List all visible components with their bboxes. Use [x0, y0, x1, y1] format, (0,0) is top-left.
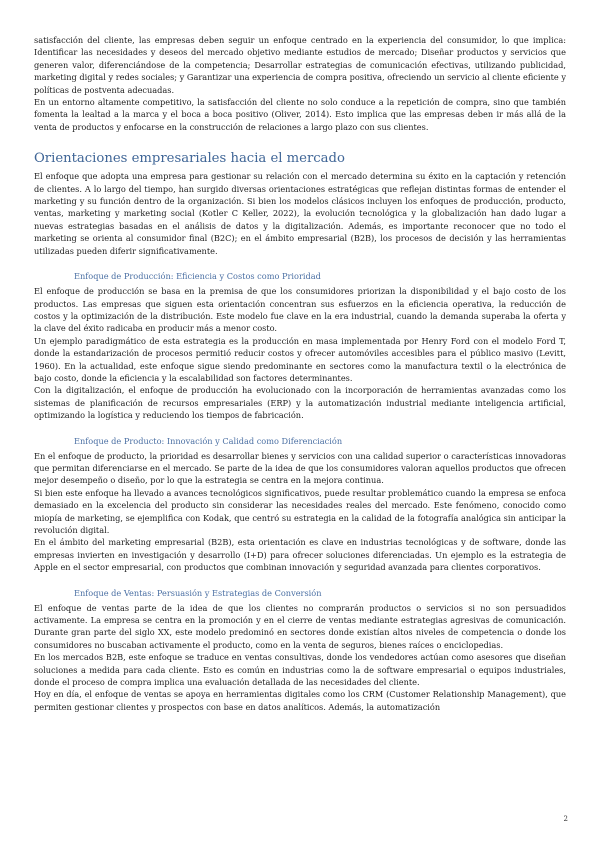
ventas-paragraph-3: Hoy en día, el enfoque de ventas se apoya en herramientas digitales como los CRM (Customer Relationship Management), que permiten gestionar clientes y prospectos con base en datos analíticos. Además, la automatización [34, 689, 566, 712]
produccion-paragraph-3: Con la digitalización, el enfoque de producción ha evolucionado con la incorporación de herramientas avanzadas como los sistemas de planificación de recursos empresariales (ERP) y la automatización industrial mediante inteligencia artificial, optimizando la logística y reduciendo los tiempos de fabricación. [34, 385, 566, 421]
subheading-producto: Enfoque de Producto: Innovación y Calidad como Diferenciación [74, 435, 343, 446]
section-intro-paragraph: El enfoque que adopta una empresa para gestionar su relación con el mercado determina su éxito en la captación y retención de clientes. A lo largo del tiempo, han surgido diversas orientaciones estratégicas que reflejan distintas formas de entender el marketing y su función dentro de la organización. Si bien los modelos clásicos incluyen los enfoques de producción, producto, ventas, marketing y marketing social (Kotler C Keller, 2022), la evolución tecnológica y la globalización han dado lugar a nuevas estrategias basadas en el análisis de datos y la digitalización. Además, es importante reconocer que no todo el marketing se orienta al consumidor final (B2C); en el ámbito empresarial (B2B), los procesos de decisión y las herramientas utilizadas pueden diferir significativamente. [34, 171, 566, 256]
producto-paragraph-3: En el ámbito del marketing empresarial (B2B), esta orientación es clave en industrias tecnológicas y de software, donde las empresas invierten en investigación y desarrollo (I+D) para ofrecer soluciones diferenciadas. Un ejemplo es la estrategia de Apple en el sector empresarial, con productos que combinan innovación y seguridad avanzada para clientes corporativos. [34, 537, 566, 573]
subheading-produccion: Enfoque de Producción: Eficiencia y Costos como Prioridad [74, 271, 321, 282]
section-heading: Orientaciones empresariales hacia el mercado [34, 151, 345, 167]
producto-paragraph-2: Si bien este enfoque ha llevado a avances tecnológicos significativos, puede resultar problemático cuando la empresa se enfoca demasiado en la excelencia del producto sin considerar las necesidades reales del mercado. Este fenómeno, conocido como miopía de marketing, se ejemplifica con Kodak, que centró su estrategia en la calidad de la fotografía analógica sin anticipar la revolución digital. [34, 487, 566, 535]
producto-paragraph-1: En el enfoque de producto, la prioridad es desarrollar bienes y servicios con una calidad superior o características innovadoras que permitan diferenciarse en el mercado. Se parte de la idea de que los consumidores valoran aquellos productos que ofrecen mejor desempeño o diseño, por lo que la estrategia se centra en la mejora continua. [34, 450, 566, 486]
page-content [34, 34, 566, 713]
produccion-paragraph-2: Un ejemplo paradigmático de esta estrategia es la producción en masa implementada por Henry Ford con el modelo Ford T, donde la estandarización de procesos permitió reducir costos y ofrecer automóviles accesibles para el público masivo (Levitt, 1960). En la actualidad, este enfoque sigue siendo predominante en sectores como la manufactura textil o la electrónica de bajo costo, donde la eficiencia y la escalabilidad son factores determinantes. [34, 335, 566, 383]
intro-paragraph-1: satisfacción del cliente, las empresas deben seguir un enfoque centrado en la experiencia del consumidor, lo que implica: Identificar las necesidades y deseos del mercado objetivo mediante estudios de mercado; Diseñar productos y servicios que generen valor, diferenciándose de la competencia; Desarrollar estrategias de comunicación efectivas, utilizando publicidad, marketing digital y redes sociales; y Garantizar una experiencia de compra positiva, ofreciendo un servicio al cliente eficiente y políticas de postventa adecuadas. [34, 35, 566, 95]
intro-paragraph-2: En un entorno altamente competitivo, la satisfacción del cliente no solo conduce a la repetición de compra, sino que también fomenta la lealtad a la marca y el boca a boca positivo (Oliver, 2014). Esto implica que las empresas deben ir más allá de la venta de productos y enfocarse en la construcción de relaciones a largo plazo con sus clientes. [34, 97, 566, 132]
ventas-paragraph-2: En los mercados B2B, este enfoque se traduce en ventas consultivas, donde los vendedores actúan como asesores que diseñan soluciones a medida para cada cliente. Esto es común en industrias como la de software empresarial o equipos industriales, donde el proceso de compra implica una evaluación detallada de las necesidades del cliente. [34, 652, 566, 688]
ventas-paragraph-1: El enfoque de ventas parte de la idea de que los clientes no comprarán productos o servicios si no son persuadidos activamente. La empresa se centra en la promoción y en el cierre de ventas mediante estrategias agresivas de comunicación. Durante gran parte del siglo XX, este modelo predominó en sectores donde existían altos niveles de competencia o donde los consumidores no buscaban activamente el producto, como en la venta de seguros, bienes raíces o enciclopedias. [34, 602, 566, 650]
page-number: 2 [563, 815, 568, 823]
produccion-paragraph-1: El enfoque de producción se basa en la premisa de que los consumidores priorizan la disponibilidad y el bajo costo de los productos. Las empresas que siguen esta orientación concentran sus esfuerzos en la eficiencia operativa, la reducción de costos y la optimización de la distribución. Este modelo fue clave en la era industrial, cuando la demanda superaba la oferta y la clave del éxito radicaba en producir más a menor costo. [34, 286, 566, 334]
subheading-ventas: Enfoque de Ventas: Persuasión y Estrategias de Conversión [74, 587, 322, 598]
